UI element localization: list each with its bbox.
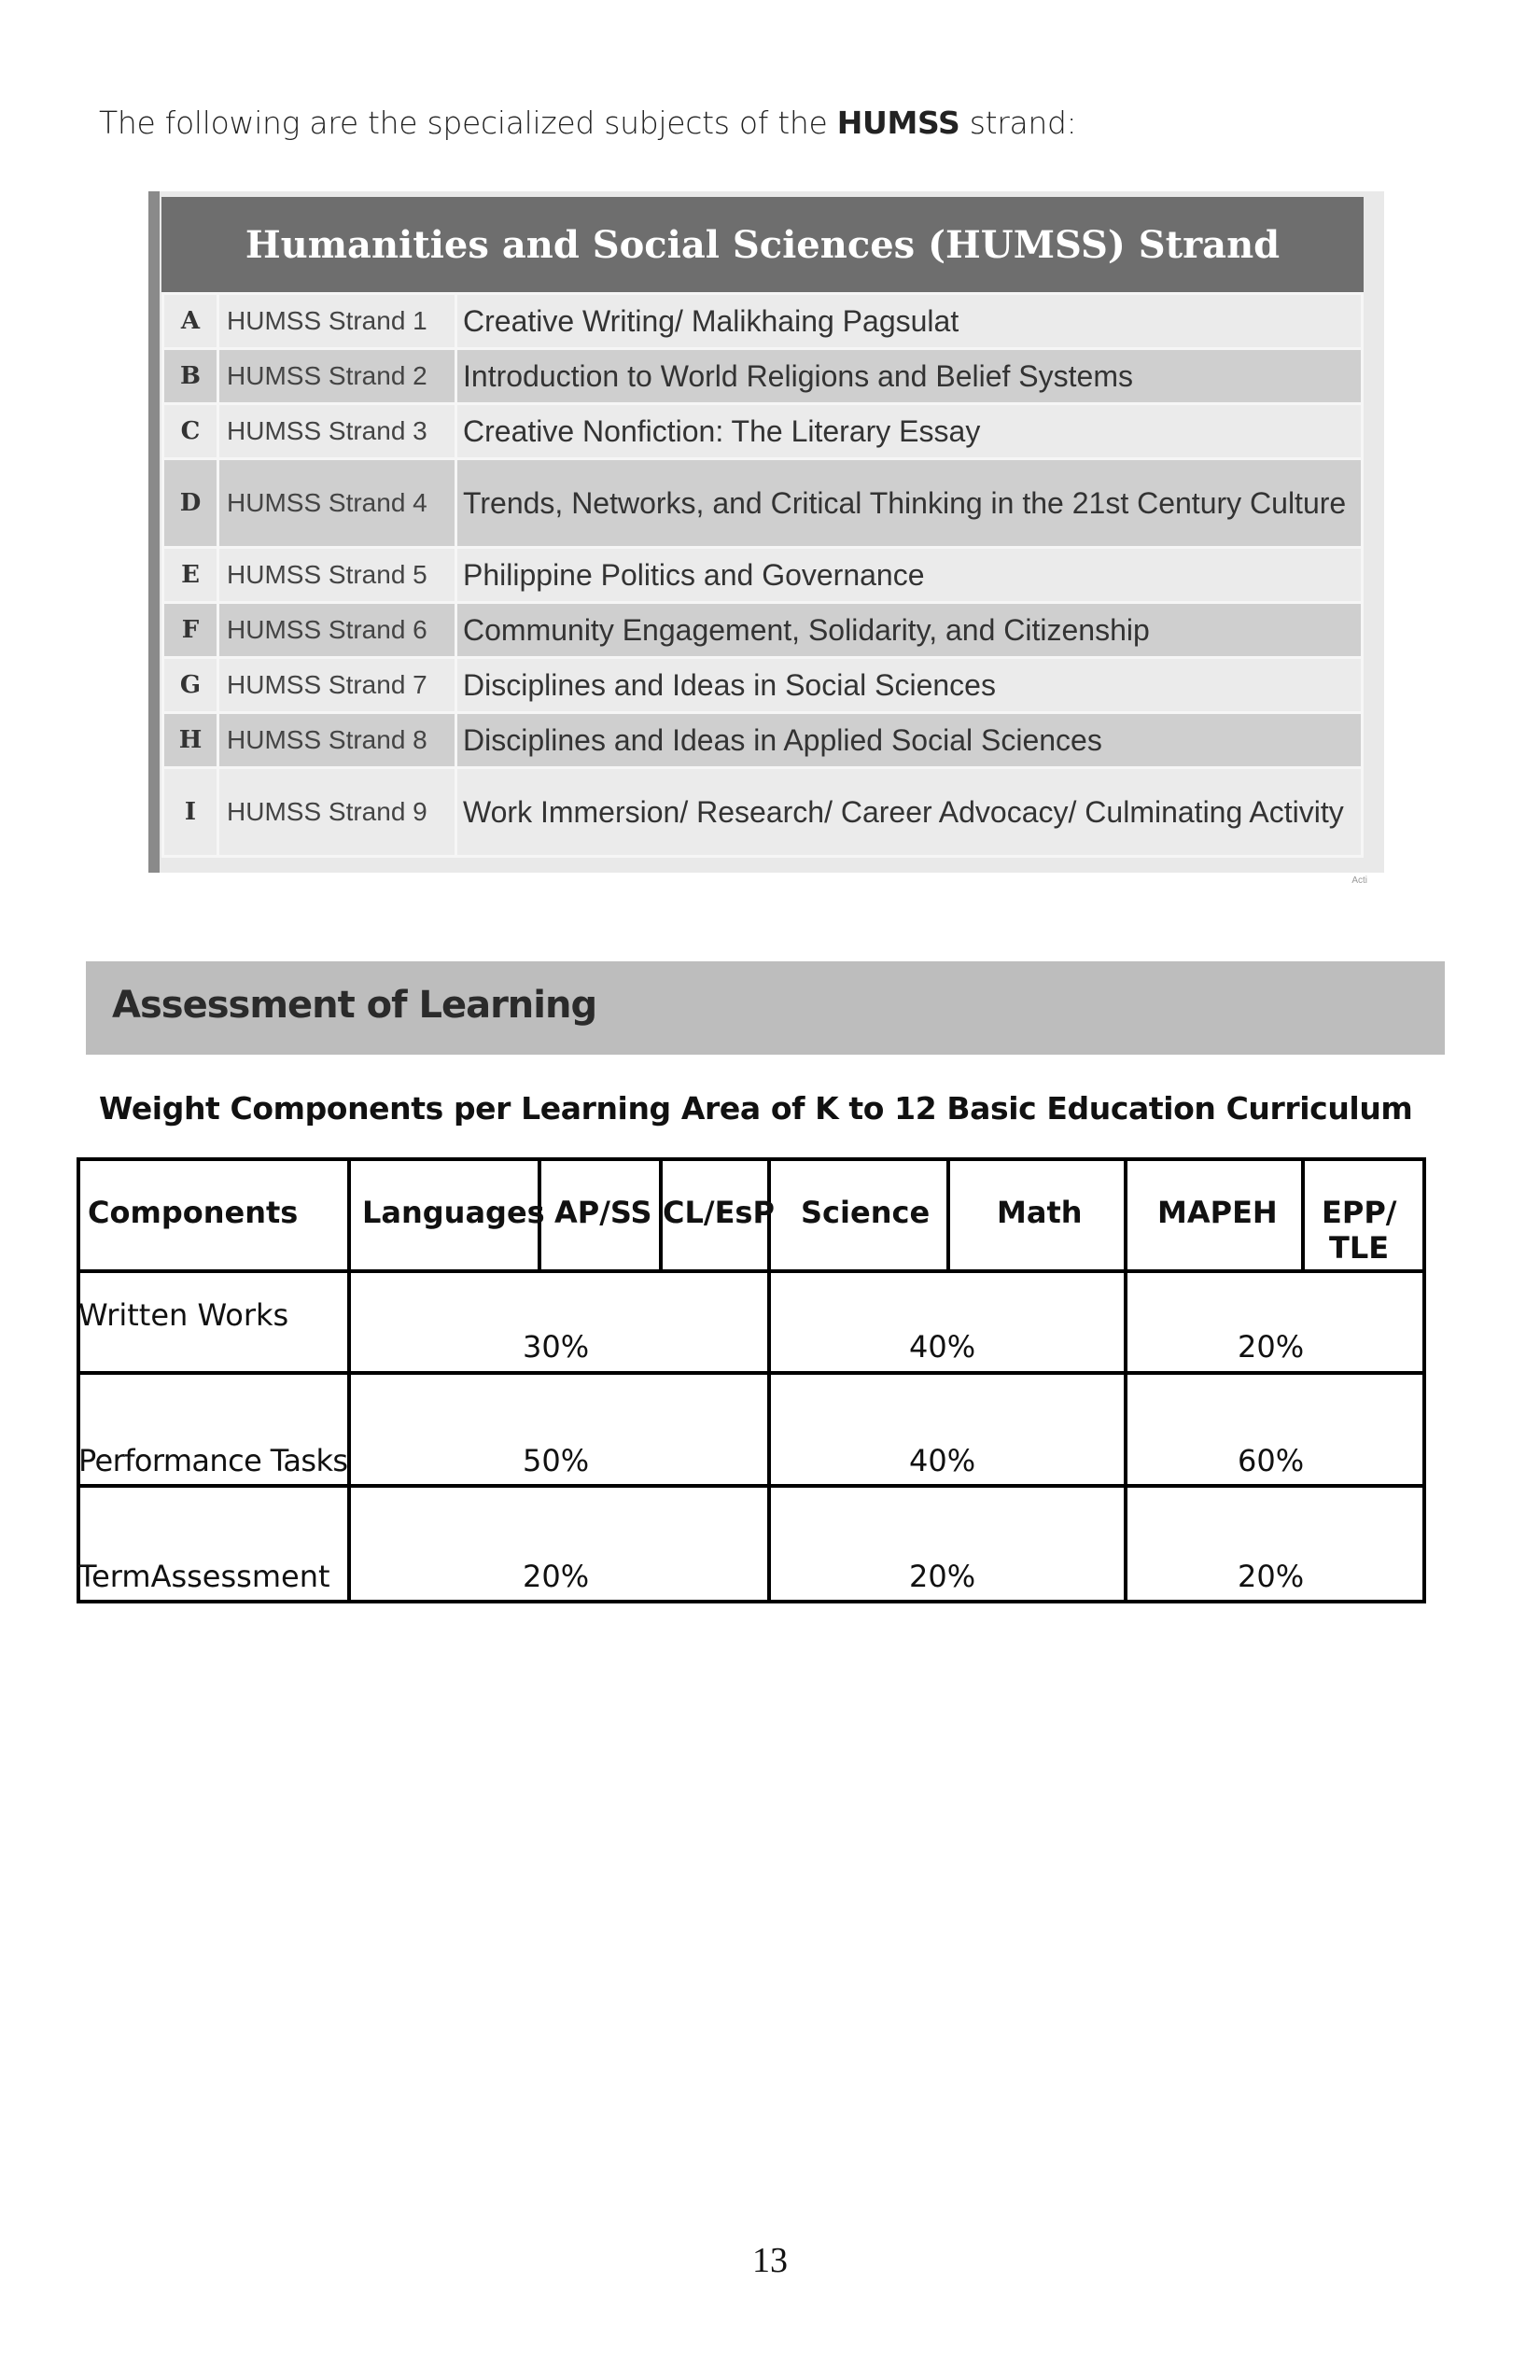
strand-subject: Disciplines and Ideas in Applied Social Sciences <box>456 713 1363 768</box>
header-tle: TLE <box>1329 1230 1390 1266</box>
strand-row <box>163 294 1363 349</box>
strand-subject: Philippine Politics and Governance <box>456 548 1363 603</box>
strand-letter: D <box>163 459 218 548</box>
header-components: Components <box>88 1195 299 1230</box>
strand-row <box>163 603 1363 658</box>
strand-table-title: Humanities and Social Sciences (HUMSS) Strand <box>161 197 1364 292</box>
strand-code: HUMSS Strand 2 <box>218 349 456 404</box>
strand-row <box>163 713 1363 768</box>
row-performance-tasks-label: Performance Tasks <box>78 1443 348 1478</box>
table-border <box>77 1600 1426 1603</box>
row-term-assessment-group1: 20% <box>523 1559 590 1594</box>
table-border <box>1301 1157 1305 1271</box>
strand-letter: G <box>163 658 218 713</box>
humss-strand-table <box>161 292 1364 858</box>
table-border <box>77 1371 1426 1375</box>
strand-code: HUMSS Strand 9 <box>218 768 456 857</box>
strand-subject: Introduction to World Religions and Belief Systems <box>456 349 1363 404</box>
intro-text: The following are the specialized subjects of the <box>99 105 837 141</box>
strand-row <box>163 768 1363 857</box>
strand-subject: Creative Nonfiction: The Literary Essay <box>456 404 1363 459</box>
strand-code: HUMSS Strand 1 <box>218 294 456 349</box>
table-border <box>1422 1157 1426 1603</box>
strand-subject: Creative Writing/ Malikhaing Pagsulat <box>456 294 1363 349</box>
row-performance-tasks-group2: 40% <box>909 1443 976 1478</box>
strand-letter: B <box>163 349 218 404</box>
strand-code: HUMSS Strand 5 <box>218 548 456 603</box>
table-border <box>77 1157 80 1603</box>
strand-subject: Work Immersion/ Research/ Career Advocacy/ Culminating Activity <box>456 768 1363 857</box>
table-border <box>1124 1157 1127 1603</box>
intro-text-end: strand: <box>959 105 1077 141</box>
strand-subject: Community Engagement, Solidarity, and Citizenship <box>456 603 1363 658</box>
weight-components-table <box>77 1157 1426 1603</box>
figure-edge <box>148 191 160 873</box>
strand-row <box>163 404 1363 459</box>
strand-code: HUMSS Strand 4 <box>218 459 456 548</box>
strand-subject: Trends, Networks, and Critical Thinking in the 21st Century Culture <box>456 459 1363 548</box>
intro-bold: HUMSS <box>836 105 960 141</box>
table-border <box>946 1157 950 1271</box>
strand-letter: E <box>163 548 218 603</box>
strand-code: HUMSS Strand 8 <box>218 713 456 768</box>
row-performance-tasks-group1: 50% <box>523 1443 590 1478</box>
humss-strand-figure <box>148 191 1384 886</box>
row-written-works-group1: 30% <box>523 1329 590 1365</box>
strand-code: HUMSS Strand 6 <box>218 603 456 658</box>
row-term-assessment-group3: 20% <box>1238 1559 1305 1594</box>
watermark-text: Acti <box>1351 875 1367 886</box>
row-term-assessment-label: TermAssessment <box>78 1559 330 1594</box>
header-cl-esp: CL/EsP <box>663 1195 775 1230</box>
strand-letter: H <box>163 713 218 768</box>
strand-row <box>163 349 1363 404</box>
table-border <box>77 1157 1426 1161</box>
header-epp: EPP/ <box>1322 1195 1397 1230</box>
row-written-works-label: Written Works <box>78 1297 289 1333</box>
strand-letter: C <box>163 404 218 459</box>
strand-letter: F <box>163 603 218 658</box>
strand-row <box>163 658 1363 713</box>
header-math: Math <box>997 1195 1083 1230</box>
section-header-bar <box>86 961 1445 1055</box>
section-heading: Assessment of Learning <box>112 984 597 1027</box>
header-languages: Languages <box>362 1195 545 1230</box>
row-written-works-group2: 40% <box>909 1329 976 1365</box>
table-border <box>77 1484 1426 1488</box>
strand-code: HUMSS Strand 7 <box>218 658 456 713</box>
table-border <box>77 1269 1426 1273</box>
page-number: 13 <box>752 2241 788 2280</box>
header-science: Science <box>801 1195 931 1230</box>
table-caption: Weight Components per Learning Area of K to 12 Basic Education Curriculum <box>99 1090 1413 1127</box>
row-performance-tasks-group3: 60% <box>1238 1443 1305 1478</box>
strand-letter: A <box>163 294 218 349</box>
strand-code: HUMSS Strand 3 <box>218 404 456 459</box>
header-mapeh: MAPEH <box>1157 1195 1278 1230</box>
strand-row <box>163 548 1363 603</box>
header-ap-ss: AP/SS <box>554 1195 652 1230</box>
table-border <box>347 1157 351 1603</box>
strand-letter: I <box>163 768 218 857</box>
row-term-assessment-group2: 20% <box>909 1559 976 1594</box>
intro-sentence <box>99 105 1077 141</box>
strand-row <box>163 459 1363 548</box>
row-written-works-group3: 20% <box>1238 1329 1305 1365</box>
strand-subject: Disciplines and Ideas in Social Sciences <box>456 658 1363 713</box>
